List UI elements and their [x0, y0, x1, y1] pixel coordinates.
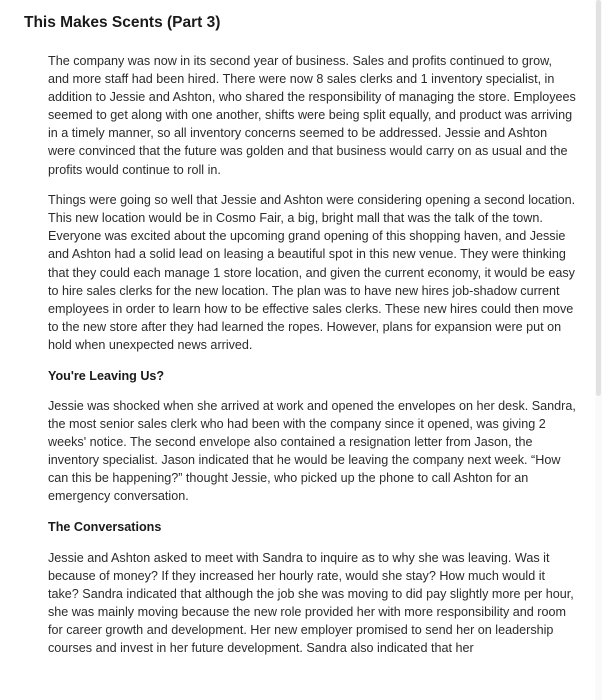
paragraph-resignations: Jessie was shocked when she arrived at work and opened the envelopes on her desk. Sandra, the most senior sales clerk who had been with the company since it opened, was giving 2 weeks' notice. The second envelope also contained a resignation letter from Jason, the inventory specialist. Jason indicated that he would be leaving the company next week. “How can this be happening?” thought Jessie, who picked up the phone to call Ashton for an emergency conversation. [48, 399, 576, 504]
section-heading-leaving: You're Leaving Us? [48, 368, 165, 383]
vertical-scrollbar[interactable] [595, 0, 602, 700]
document-title: This Makes Scents (Part 3) [24, 14, 221, 31]
paragraph-second-location: Things were going so well that Jessie and Ashton were considering opening a second location. This new location would be in Cosmo Fair, a big, bright mall that was the talk of the town. Everyone was excited about the upcoming grand opening of this shopping haven, and Jessie and Ashton had a solid lead on leasing a beautiful spot in this new venue. They were thinking that they could each manage 1 store location, and given the current economy, it would be easy to hire sales clerks for the new location. The plan was to have new hires job-shadow current employees in order to learn how to be effective sales clerks. These new hires could then move to the new store after they had learned the ropes. However, plans for expansion were put on hold when unexpected news arrived. [48, 193, 576, 352]
scrollbar-thumb[interactable] [596, 0, 601, 396]
section-heading-conversations: The Conversations [48, 520, 162, 535]
paragraph-sandra-meeting: Jessie and Ashton asked to meet with Sandra to inquire as to why she was leaving. Was it because of money? If they increased her hourly rate, would she stay? How much would it take? Sandra indicated that although the job she was moving to did pay slightly more per hour, she was mainly moving because the new role provided her with more responsibility and room for career growth and development. Her new employer promised to send her on leadership courses and invest in her future development. Sandra also indicated that her [48, 550, 574, 656]
paragraph-company-growth: The company was now in its second year of business. Sales and profits continued to grow, and more staff had been hired. There were now 8 sales clerks and 1 inventory specialist, in addition to Jessie and Ashton, who shared the responsibility of managing the store. Employees seemed to get along with one another, shifts were being split equally, and product was arriving in a timely manner, so all inventory concerns seemed to be addressed. Jessie and Ashton were convinced that the future was golden and that business would carry on as usual and the profits would continue to roll in. [48, 54, 576, 177]
document-body [48, 52, 576, 670]
